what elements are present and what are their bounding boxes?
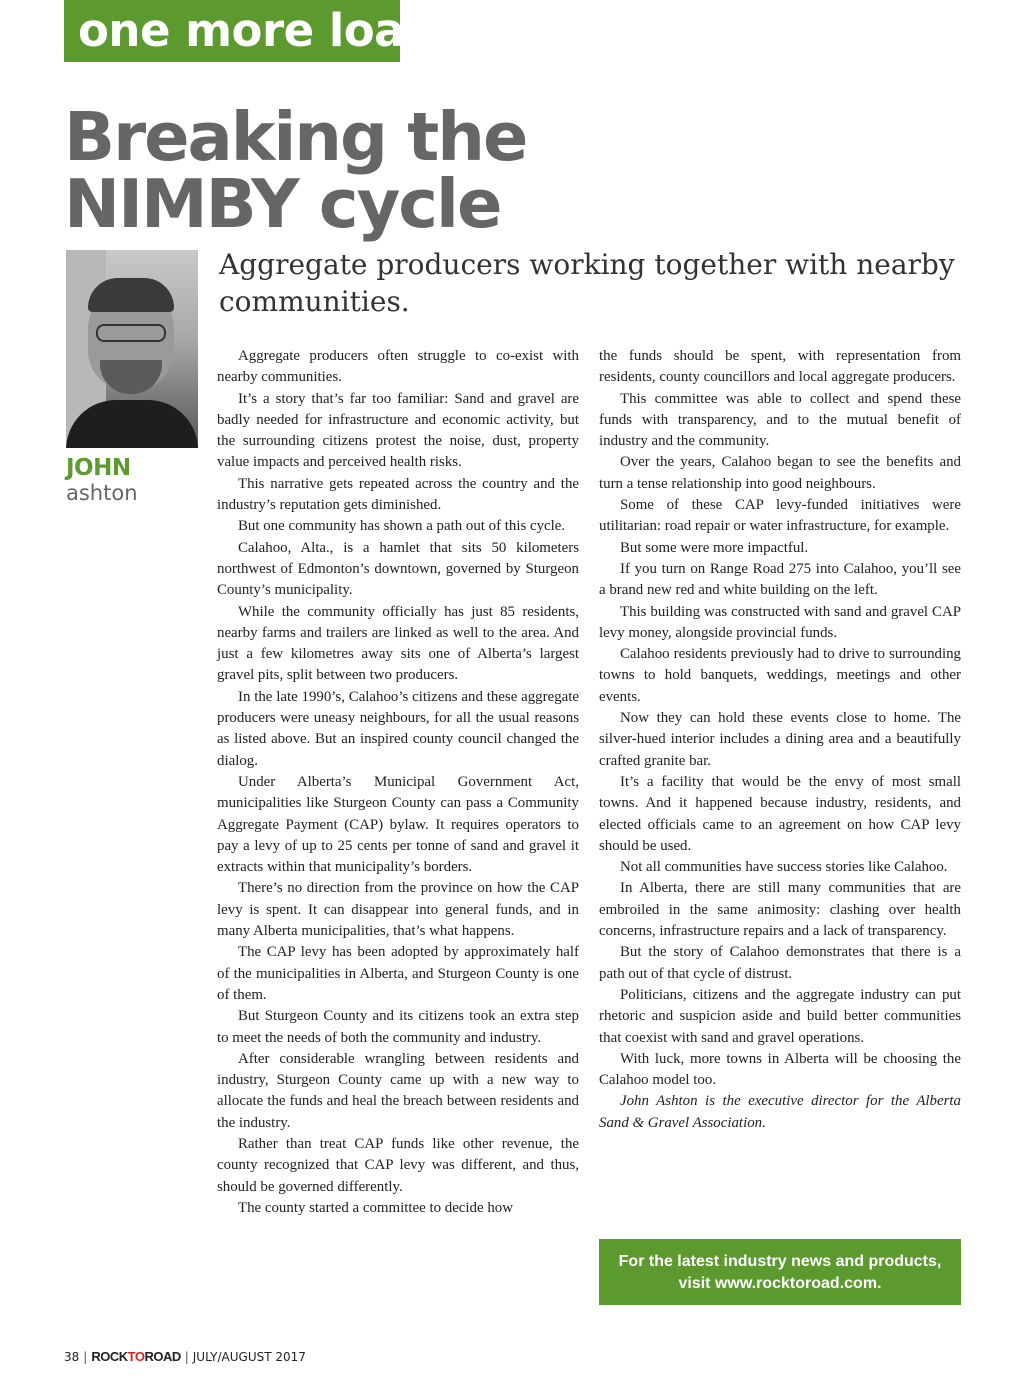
paragraph: But the story of Calahoo demonstrates that there is a path out of that cycle of distrust. [599, 944, 961, 982]
callout-line-2[interactable]: visit www.rocktoroad.com. [678, 1275, 882, 1292]
paragraph: With luck, more towns in Alberta will be choosing the Calahoo model too. [599, 1050, 961, 1089]
paragraph: This building was constructed with sand and gravel CAP levy money, alongside provincial funds. [599, 603, 961, 641]
paragraph: In Alberta, there are still many communities that are embroiled in the same animosity: clashing over health concerns, infrastructure repairs and a lack of transparency. [599, 880, 961, 940]
paragraph: There’s no direction from the province on how the CAP levy is spent. It can disappear into general funds, and in many Alberta municipalities, that’s what happens. [217, 880, 579, 940]
paragraph: Calahoo residents previously had to drive to surrounding towns to hold banquets, weddings, meetings and other events. [599, 646, 961, 705]
paragraph: In the late 1990’s, Calahoo’s citizens and these aggregate producers were uneasy neighbours, for all the usual reasons as listed above. But an inspired county council changed the dialog. [217, 688, 579, 769]
paragraph: After considerable wrangling between residents and industry, Sturgeon County came up with a new way to allocate the funds and heal the breach between residents and the industry. [217, 1050, 579, 1131]
paragraph: Not all communities have success stories like Calahoo. [620, 859, 948, 876]
paragraph: Under Alberta’s Municipal Government Act, municipalities like Sturgeon County can pass a Community Aggregate Payment (CAP) bylaw. It requires operators to pay a levy of up to 25 cents per tonne of sand and gravel it extracts within that municipality’s borders. [217, 773, 579, 876]
deck-subtitle: Aggregate producers working together with nearby communities. [219, 248, 955, 318]
paragraph: It’s a story that’s far too familiar: Sand and gravel are badly needed for infrastructure and economic activity, but the surrounding citizens protest the noise, dust, property value impacts and perceived health risks. [217, 390, 579, 471]
paragraph: Some of these CAP levy-funded initiatives were utilitarian: road repair or water infrastructure, for example. [599, 497, 961, 535]
author-photo [66, 250, 198, 448]
author-first-name: JOHN [66, 455, 131, 481]
article-column-2 [599, 346, 961, 1134]
headline-line-1: Breaking the [64, 98, 527, 176]
paragraph: The CAP levy has been adopted by approximately half of the municipalities in Alberta, and Sturgeon County is one of them. [217, 944, 579, 1003]
page-footer: 38 | ROCKTOROAD | JULY/AUGUST 2017 [64, 1349, 306, 1364]
headline-line-2: NIMBY cycle [64, 165, 501, 243]
paragraph: But one community has shown a path out of this cycle. [238, 518, 566, 535]
paragraph: If you turn on Range Road 275 into Calahoo, you’ll see a brand new red and white building on the left. [599, 560, 961, 599]
website-callout[interactable] [599, 1239, 961, 1305]
article-column-1 [217, 346, 579, 1219]
author-bio: John Ashton is the executive director for the Alberta Sand & Gravel Association. [599, 1093, 961, 1131]
issue-date: JULY/AUGUST 2017 [192, 1350, 306, 1364]
paragraph: But some were more impactful. [620, 539, 809, 556]
paragraph: Over the years, Calahoo began to see the benefits and turn a tense relationship into good neighbours. [599, 454, 961, 492]
paragraph-continuation: the funds should be spent, with representation from residents, county councillors and local aggregate producers. [599, 348, 961, 386]
paragraph: The county started a committee to decide how [238, 1199, 513, 1216]
magazine-logo: ROCKTOROAD [91, 1349, 181, 1364]
paragraph: This narrative gets repeated across the country and the industry’s reputation gets diminished. [217, 475, 579, 514]
paragraph: Politicians, citizens and the aggregate industry can put rhetoric and suspicion aside and build better communities that coexist with sand and gravel operations. [599, 986, 961, 1046]
section-banner: one more load [64, 0, 400, 62]
paragraph: Now they can hold these events close to home. The silver-hued interior includes a dining area and a beautifully crafted granite bar. [599, 710, 961, 769]
paragraph: Calahoo, Alta., is a hamlet that sits 50 kilometers northwest of Edmonton’s downtown, governed by Sturgeon County’s municipality. [217, 539, 579, 599]
paragraph: But Sturgeon County and its citizens took an extra step to meet the needs of both the community and industry. [217, 1008, 579, 1046]
paragraph: This committee was able to collect and spend these funds with transparency, and to the mutual benefit of industry and the community. [599, 390, 961, 450]
author-last-name: ashton [66, 481, 138, 505]
page-number: 38 [64, 1350, 80, 1364]
headline [64, 98, 664, 243]
paragraph: Aggregate producers often struggle to co-exist with nearby communities. [217, 348, 579, 386]
paragraph: While the community officially has just 85 residents, nearby farms and trailers are linked as well to the area. And just a few kilometres away sits one of Alberta’s largest gravel pits, split between two producers. [217, 603, 579, 684]
callout-line-1: For the latest industry news and products, [618, 1253, 942, 1270]
paragraph: Rather than treat CAP funds like other revenue, the county recognized that CAP levy was different, and thus, should be governed differently. [217, 1135, 579, 1195]
paragraph: It’s a facility that would be the envy of most small towns. And it happened because industry, residents, and elected officials came to an agreement on how CAP levy should be used. [599, 773, 961, 854]
